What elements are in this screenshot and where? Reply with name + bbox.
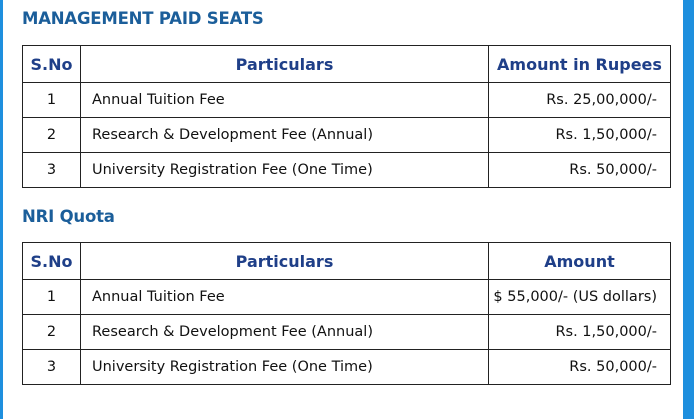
management-fee-table bbox=[22, 45, 671, 188]
page-frame-right bbox=[683, 0, 694, 419]
table-row bbox=[23, 118, 671, 153]
particulars-cell: Research & Development Fee (Annual) bbox=[81, 118, 489, 153]
amount-header: Amount in Rupees bbox=[489, 46, 671, 83]
table-row bbox=[23, 350, 671, 385]
particulars-cell: Annual Tuition Fee bbox=[81, 280, 489, 315]
amount-cell: $ 55,000/- (US dollars) bbox=[489, 280, 671, 315]
amount-cell: Rs. 1,50,000/- bbox=[489, 315, 671, 350]
amount-header: Amount bbox=[489, 243, 671, 280]
sno-cell: 3 bbox=[23, 153, 81, 188]
particulars-cell: Research & Development Fee (Annual) bbox=[81, 315, 489, 350]
nri-fee-table bbox=[22, 242, 671, 385]
particulars-header: Particulars bbox=[81, 243, 489, 280]
table-row bbox=[23, 315, 671, 350]
particulars-cell: University Registration Fee (One Time) bbox=[81, 153, 489, 188]
particulars-header: Particulars bbox=[81, 46, 489, 83]
table-row bbox=[23, 83, 671, 118]
table-header-row bbox=[23, 46, 671, 83]
amount-cell: Rs. 1,50,000/- bbox=[489, 118, 671, 153]
sno-cell: 1 bbox=[23, 83, 81, 118]
nri-quota-title: NRI Quota bbox=[22, 207, 115, 226]
table-row bbox=[23, 153, 671, 188]
management-seats-title: MANAGEMENT PAID SEATS bbox=[22, 9, 264, 28]
amount-cell: Rs. 50,000/- bbox=[489, 153, 671, 188]
table-row bbox=[23, 280, 671, 315]
sno-cell: 2 bbox=[23, 118, 81, 153]
table-header-row bbox=[23, 243, 671, 280]
amount-cell: Rs. 50,000/- bbox=[489, 350, 671, 385]
page-frame-left bbox=[0, 0, 3, 419]
sno-header: S.No bbox=[23, 46, 81, 83]
sno-cell: 1 bbox=[23, 280, 81, 315]
sno-cell: 3 bbox=[23, 350, 81, 385]
amount-cell: Rs. 25,00,000/- bbox=[489, 83, 671, 118]
particulars-cell: University Registration Fee (One Time) bbox=[81, 350, 489, 385]
sno-header: S.No bbox=[23, 243, 81, 280]
particulars-cell: Annual Tuition Fee bbox=[81, 83, 489, 118]
sno-cell: 2 bbox=[23, 315, 81, 350]
